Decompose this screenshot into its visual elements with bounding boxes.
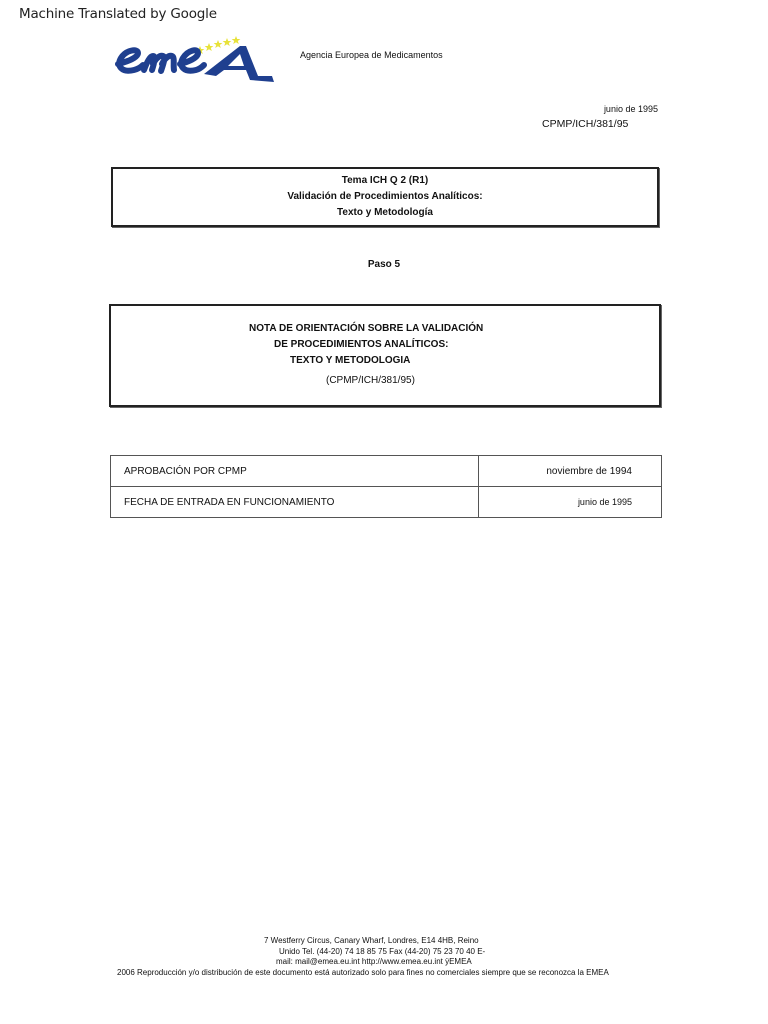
- guidance-line-3: TEXTO Y METODOLOGIA: [290, 355, 411, 366]
- guidance-reference: (CPMP/ICH/381/95): [326, 375, 415, 386]
- step-label: Paso 5: [367, 259, 401, 270]
- guidance-line-1: NOTA DE ORIENTACIÓN SOBRE LA VALIDACIÓN: [249, 323, 484, 334]
- footer: [0, 936, 768, 978]
- row-label: FECHA DE ENTRADA EN FUNCIONAMIENTO: [111, 487, 479, 518]
- document-date: junio de 1995: [603, 104, 658, 114]
- agency-name: Agencia Europea de Medicamentos: [300, 50, 443, 60]
- guidance-box: [109, 304, 661, 407]
- machine-translated-banner: Machine Translated by Google: [19, 6, 217, 22]
- guidance-line-2: DE PROCEDIMIENTOS ANALÍTICOS:: [274, 339, 449, 350]
- footer-contact: mail: mail@emea.eu.int http://www.emea.eu.int ÿEMEA: [276, 957, 472, 966]
- step-label-container: [0, 259, 768, 270]
- table-row: [111, 456, 662, 487]
- footer-address: 7 Westferry Circus, Canary Wharf, Londres, E14 4HB, Reino: [264, 936, 479, 945]
- topic-line-1: Tema ICH Q 2 (R1): [341, 175, 429, 186]
- footer-phone-fax: Unido Tel. (44-20) 74 18 85 75 Fax (44-20) 75 23 70 40 E-: [279, 946, 486, 956]
- row-value: junio de 1995: [479, 487, 662, 518]
- emea-logo: [112, 32, 278, 86]
- footer-copyright: 2006 Reproducción y/o distribución de este documento está autorizado solo para fines no comerciales siempre que se reconozca la EMEA: [117, 967, 609, 977]
- approval-info-table: [110, 455, 662, 518]
- table-row: [111, 487, 662, 518]
- topic-box: [111, 167, 659, 227]
- row-value: noviembre de 1994: [479, 456, 662, 487]
- document-reference: CPMP/ICH/381/95: [542, 118, 629, 130]
- row-label: APROBACIÓN POR CPMP: [111, 456, 479, 487]
- topic-line-3: Texto y Metodología: [337, 207, 433, 218]
- emea-logo-icon: [112, 32, 278, 86]
- topic-line-2: Validación de Procedimientos Analíticos:: [287, 191, 483, 202]
